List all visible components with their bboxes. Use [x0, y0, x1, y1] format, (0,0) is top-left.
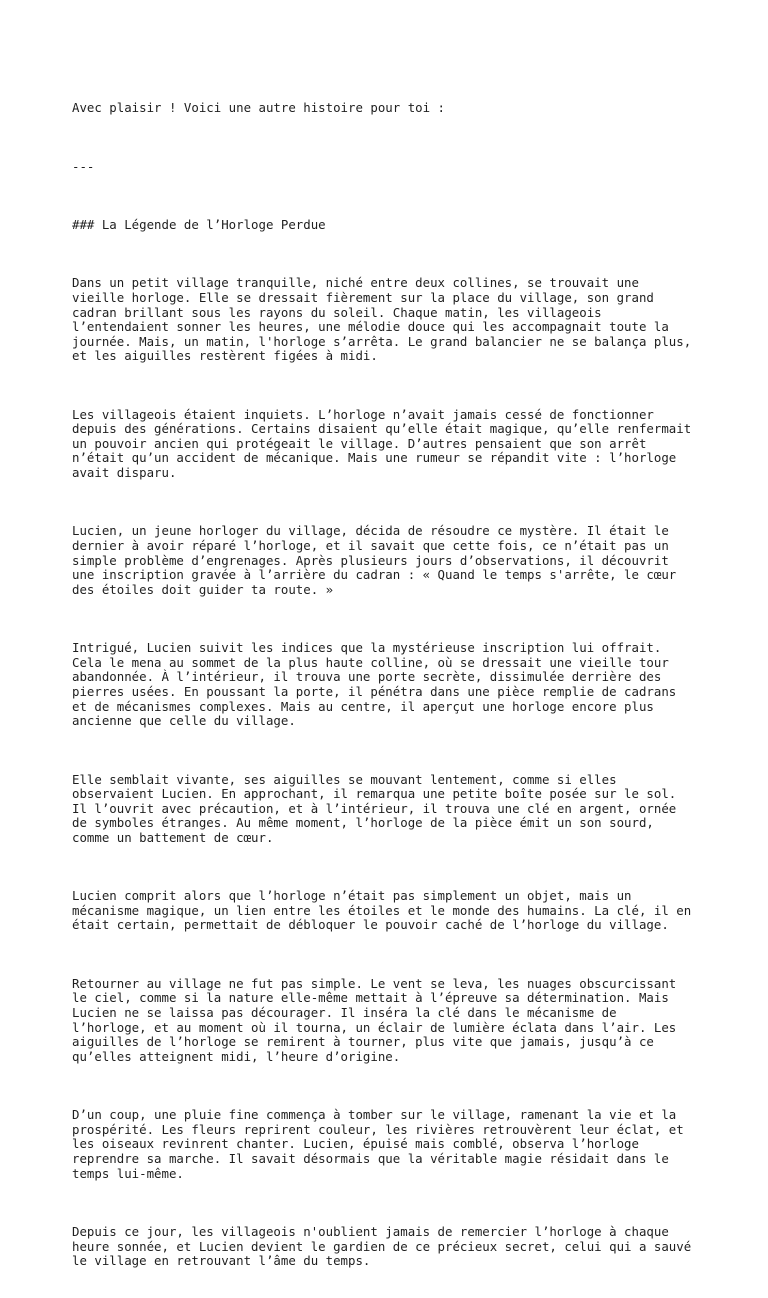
document-page: [72, 72, 712, 1298]
paragraph-7: Retourner au village ne fut pas simple. Le vent se leva, les nuages obscurcissant le ciel, comme si la nature elle-même mettait à l’épreuve sa détermination. Mais Lucien ne se laissa pas décourager. Il inséra la clé dans le mécanisme de l’horloge, et au moment où il tourna, un éclair de lumière éclata dans l’air. Les aiguilles de l’horloge se remirent à tourner, plus vite que jamais, jusqu’à ce qu’elles atteignent midi, l’heure d’origine.: [72, 975, 677, 1064]
paragraph-2: Les villageois étaient inquiets. L’horloge n’avait jamais cessé de fonctionner depuis des générations. Certains disaient qu’elle était magique, qu’elle renfermait un pouvoir ancien qui protégeait le village. D’autres pensaient que son arrêt n’était qu’un accident de mécanique. Mais une rumeur se répandit vite : l’horloge avait disparu.: [72, 406, 692, 481]
paragraph-9: Depuis ce jour, les villageois n'oublient jamais de remercier l’horloge à chaque heure sonnée, et Lucien devient le gardien de ce précieux secret, celui qui a sauvé le village en retrouvant l’âme du temps.: [72, 1223, 692, 1269]
paragraph-3: Lucien, un jeune horloger du village, décida de résoudre ce mystère. Il était le dernier à avoir réparé l’horloge, et il savait que cette fois, ce n’était pas un simple problème d’engrenages. Après plusieurs jours d’observations, il découvrit une inscription gravée à l’arrière du cadran : « Quand le temps s'arrête, le cœur des étoiles doit guider ta route. »: [72, 523, 677, 597]
paragraph-1: Dans un petit village tranquille, niché entre deux collines, se trouvait une vieille horloge. Elle se dressait fièrement sur la place du village, son grand cadran brillant sous les rayons du soleil. Chaque matin, les villageois l’entendaient sonner les heures, une mélodie douce qui les accompagnait toute la journée. Mais, un matin, l'horloge s’arrêta. Le grand balancier ne se balança plus, et les aiguilles restèrent figées à midi.: [72, 275, 692, 364]
paragraph-8: D’un coup, une pluie fine commença à tomber sur le village, ramenant la vie et la prospérité. Les fleurs reprirent couleur, les rivières retrouvèrent leur éclat, et les oiseaux revinrent chanter. Lucien, épuisé mais comblé, observa l’horloge reprendre sa marche. Il savait désormais que la véritable magie résidait dans le temps lui-même.: [72, 1107, 684, 1181]
paragraph-5: Elle semblait vivante, ses aiguilles se mouvant lentement, comme si elles observaient Lucien. En approchant, il remarqua une petite boîte posée sur le sol. Il l’ouvrit avec précaution, et à l’intérieur, il trouva une clé en argent, ornée de symboles étranges. Au même moment, l’horloge de la pièce émit un son sourd, comme un battement de cœur.: [72, 771, 677, 845]
intro-text: Avec plaisir ! Voici une autre histoire pour toi :: [72, 100, 445, 116]
story-heading: ### La Légende de l’Horloge Perdue: [72, 216, 326, 232]
separator: ---: [72, 158, 95, 174]
paragraph-4: Intrigué, Lucien suivit les indices que la mystérieuse inscription lui offrait. Cela le mena au sommet de la plus haute colline, où se dressait une vieille tour abandonnée. À l’intérieur, il trouva une porte secrète, dissimulée derrière des pierres usées. En poussant la porte, il pénétra dans une pièce remplie de cadrans et de mécanismes complexes. Mais au centre, il aperçut une horloge encore plus ancienne que celle du village.: [72, 640, 677, 729]
paragraph-6: Lucien comprit alors que l’horloge n’était pas simplement un objet, mais un mécanisme magique, un lien entre les étoiles et le monde des humains. La clé, il en était certain, permettait de débloquer le pouvoir caché de l’horloge du village.: [72, 888, 692, 933]
